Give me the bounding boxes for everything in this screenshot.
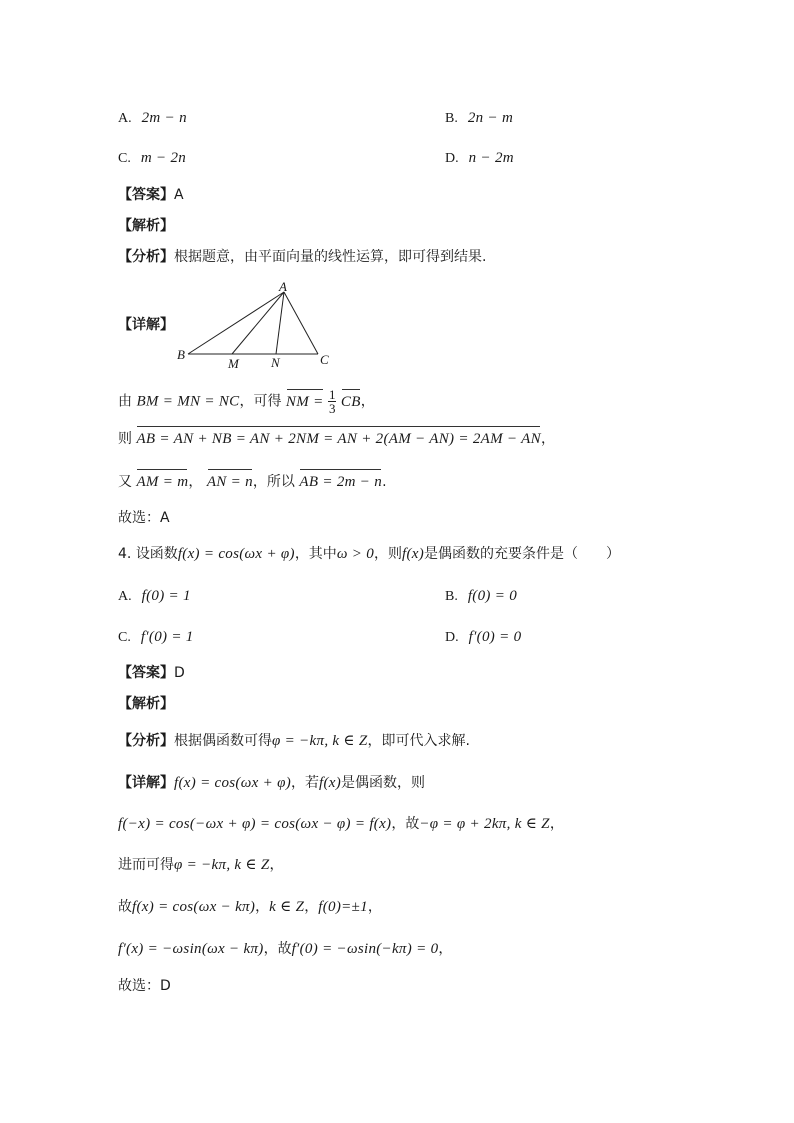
label-b: B bbox=[177, 347, 185, 362]
q3-detail-tag: 【详解】 bbox=[118, 317, 174, 333]
q3-jiexi: 【解析】 bbox=[118, 218, 174, 234]
label-m: M bbox=[228, 356, 239, 371]
q4-conclusion: 故选：D bbox=[118, 978, 171, 994]
q4-detail-2: f(−x) = cos(−ωx + φ) = cos(ωx − φ) = f(x)，故−φ = φ + 2kπ, k ∈ Z， bbox=[118, 816, 564, 832]
label-n: N bbox=[271, 355, 280, 370]
q3-conclusion: 故选：A bbox=[118, 510, 170, 526]
q3-option-c: C. m − 2n bbox=[118, 150, 187, 166]
q4-option-b: B. f(0) = 0 bbox=[445, 588, 518, 604]
q3-option-d: D. n − 2m bbox=[445, 150, 514, 166]
q3-step-3: 又 AM = m， AN = n，所以 AB = 2m − n. bbox=[118, 474, 387, 490]
q4-detail-3: 进而可得φ = −kπ, k ∈ Z， bbox=[118, 857, 284, 873]
label-a: A bbox=[279, 279, 287, 294]
q3-analysis: 【分析】根据题意，由平面向量的线性运算，即可得到结果. bbox=[118, 249, 487, 265]
q3-step-2: 则 AB = AN + NB = AN + 2NM = AN + 2(AM − AN) = 2AM − AN， bbox=[118, 431, 555, 447]
q4-answer: 【答案】D bbox=[118, 665, 185, 681]
q4-detail-1: 【详解】f(x) = cos(ωx + φ)，若f(x)是偶函数，则 bbox=[118, 775, 426, 791]
q4-option-a: A. f(0) = 1 bbox=[118, 588, 191, 604]
q3-option-b: B. 2n − m bbox=[445, 110, 514, 126]
q3-step-1: 由 BM = MN = NC，可得 NM = $\frac{1}{3}$ CB， bbox=[118, 387, 375, 416]
fraction-one-third: $\frac{1}{3}$ bbox=[328, 387, 336, 416]
q4-option-c: C. f′(0) = 1 bbox=[118, 629, 194, 645]
q4-option-d: D. f′(0) = 0 bbox=[445, 629, 522, 645]
q4-analysis: 【分析】根据偶函数可得φ = −kπ, k ∈ Z，即可代入求解. bbox=[118, 733, 470, 749]
q4-detail-5: f′(x) = −ωsin(ωx − kπ)，故f′(0) = −ωsin(−kπ) = 0， bbox=[118, 941, 453, 957]
q4-detail-4: 故f(x) = cos(ωx − kπ)，k ∈ Z，f(0)=±1， bbox=[118, 899, 382, 915]
triangle-figure bbox=[170, 278, 340, 373]
label-c: C bbox=[320, 352, 329, 367]
q4-stem: 4. 设函数f(x) = cos(ωx + φ)，其中ω > 0，则f(x)是偶函数的充要条件是（ ） bbox=[118, 546, 621, 562]
q4-jiexi: 【解析】 bbox=[118, 696, 174, 712]
q3-option-a: A. 2m − n bbox=[118, 110, 187, 126]
q3-answer: 【答案】A bbox=[118, 187, 184, 203]
